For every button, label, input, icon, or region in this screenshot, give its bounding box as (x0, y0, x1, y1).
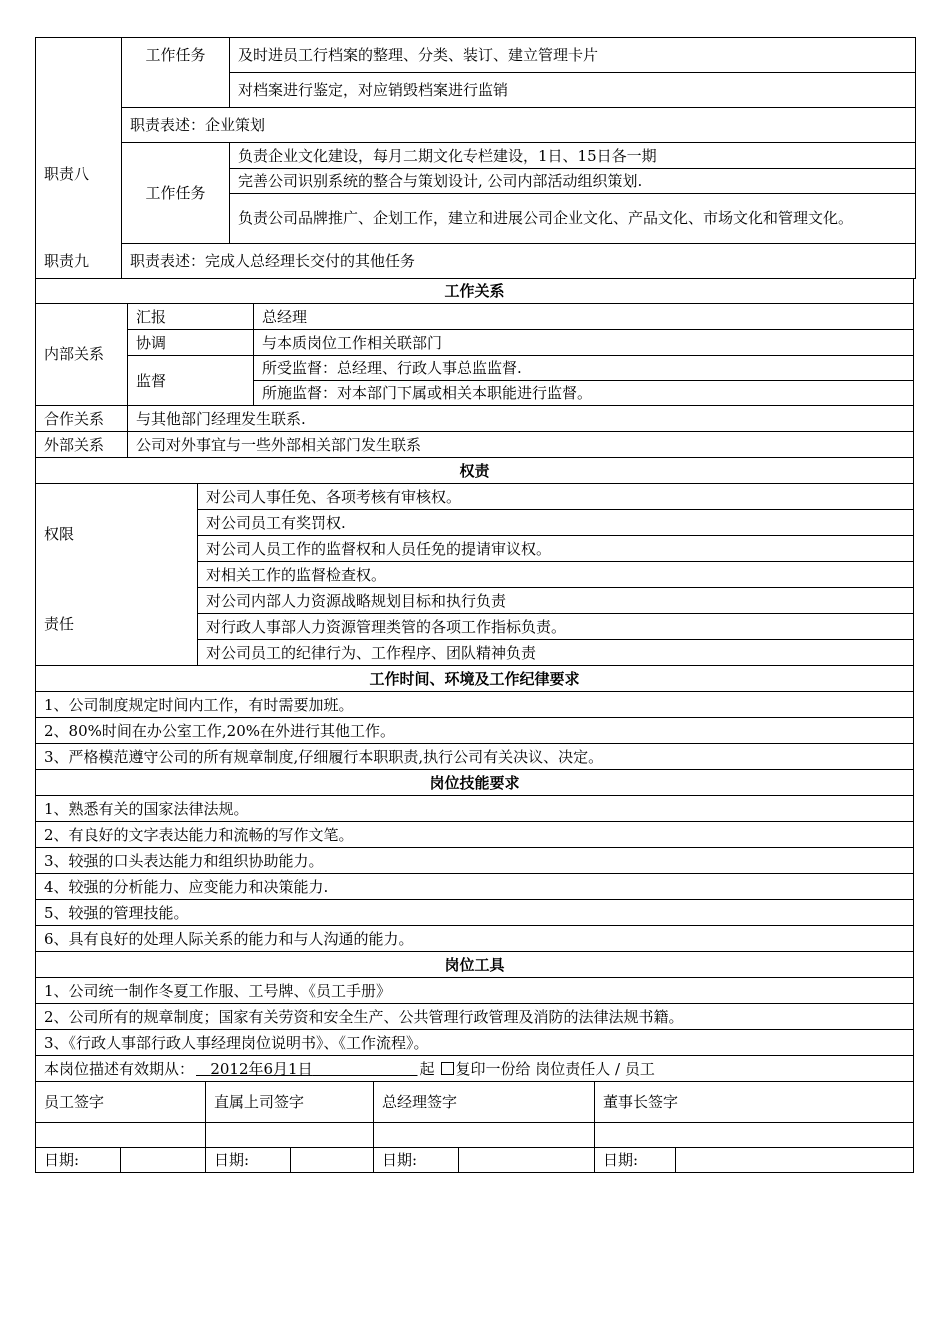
external-value: 公司对外事宜与一些外部相关部门发生联系 (128, 432, 914, 458)
coop-label: 合作关系 (36, 406, 128, 432)
chairman-signature-label: 董事长签字 (595, 1082, 914, 1123)
tool-item: 2、公司所有的规章制度；国家有关劳资和安全生产、公共管理行政管理及消防的法律法规书籍。 (36, 1004, 914, 1030)
validity-prefix: 本岗位描述有效期从： (44, 1059, 195, 1078)
skill-item: 6、具有良好的处理人际关系的能力和与人沟通的能力。 (36, 926, 914, 952)
coord-label: 协调 (128, 330, 254, 356)
employee-signature-label: 员工签字 (36, 1082, 206, 1123)
task-item: 对档案进行鉴定，对应销毁档案进行监销 (230, 73, 916, 108)
task-item: 及时进员工行档案的整理、分类、装订、建立管理卡片 (230, 38, 916, 73)
relations-table (35, 278, 914, 458)
copy-text: 复印一份给 岗位责任人 / 员工 (455, 1059, 655, 1078)
date-field[interactable] (121, 1148, 206, 1173)
date-label: 日期: (206, 1148, 291, 1173)
relations-title: 工作关系 (36, 279, 914, 304)
date-label: 日期: (374, 1148, 459, 1173)
coop-value: 与其他部门经理发生联系. (128, 406, 914, 432)
gm-signature-field[interactable] (374, 1123, 595, 1148)
supervisor-signature-field[interactable] (206, 1123, 374, 1148)
task-label-2: 工作任务 (122, 143, 230, 244)
skill-item: 1、熟悉有关的国家法律法规。 (36, 796, 914, 822)
responsibility-item: 对公司内部人力资源战略规划目标和执行负责 (198, 588, 914, 614)
authority-labels-cell (36, 484, 198, 666)
work-time-item: 1、公司制度规定时间内工作，有时需要加班。 (36, 692, 914, 718)
powers-label: 权限 (44, 525, 75, 543)
task-item: 负责企业文化建设，每月二期文化专栏建设，1日、15日各一期 (230, 143, 916, 169)
date-field[interactable] (676, 1148, 914, 1173)
date-label: 日期: (595, 1148, 676, 1173)
duty9-label: 职责九 (44, 252, 90, 270)
tools-title: 岗位工具 (36, 952, 914, 978)
power-item: 对相关工作的监督检查权。 (198, 562, 914, 588)
validity-suffix: 起 (419, 1059, 435, 1078)
authority-title: 权责 (36, 458, 914, 484)
work-time-item: 2、80%时间在办公室工作,20%在外进行其他工作。 (36, 718, 914, 744)
duty-labels-cell (36, 38, 122, 279)
task-item: 完善公司识别系统的整合与策划设计, 公司内部活动组织策划. (230, 169, 916, 194)
power-item: 对公司人员工作的监督权和人员任免的提请审议权。 (198, 536, 914, 562)
date-field[interactable] (459, 1148, 595, 1173)
supervise-value: 所施监督：对本部门下属或相关本职能进行监督。 (254, 381, 914, 406)
power-item: 对公司人事任免、各项考核有审核权。 (198, 484, 914, 510)
responsibility-item: 对公司员工的纪律行为、工作程序、团队精神负责 (198, 640, 914, 666)
tool-item: 1、公司统一制作冬夏工作服、工号牌、《员工手册》 (36, 978, 914, 1004)
chairman-signature-field[interactable] (595, 1123, 914, 1148)
requirements-table (35, 665, 914, 1082)
task-label: 工作任务 (122, 38, 230, 108)
report-label: 汇报 (128, 304, 254, 330)
internal-label: 内部关系 (36, 304, 128, 406)
validity-date: 2012年6月1日 (210, 1059, 313, 1078)
duty8-statement: 职责表述：企业策划 (122, 108, 916, 143)
responsibility-item: 对行政人事部人力资源管理类管的各项工作指标负责。 (198, 614, 914, 640)
work-time-item: 3、严格模范遵守公司的所有规章制度,仔细履行本职职责,执行公司有关决议、决定。 (36, 744, 914, 770)
supervise-label: 监督 (128, 356, 254, 406)
skill-item: 5、较强的管理技能。 (36, 900, 914, 926)
coord-value: 与本质岗位工作相关联部门 (254, 330, 914, 356)
skill-item: 4、较强的分析能力、应变能力和决策能力. (36, 874, 914, 900)
work-time-title: 工作时间、环境及工作纪律要求 (36, 666, 914, 692)
responsibility-label: 责任 (44, 615, 75, 633)
task-item: 负责公司品牌推广、企划工作，建立和进展公司企业文化、产品文化、市场文化和管理文化。 (230, 194, 916, 244)
signature-table (35, 1081, 914, 1173)
skill-item: 2、有良好的文字表达能力和流畅的写作文笔。 (36, 822, 914, 848)
tool-item: 3、《行政人事部行政人事经理岗位说明书》、《工作流程》。 (36, 1030, 914, 1056)
supervise-value: 所受监督：总经理、行政人事总监监督. (254, 356, 914, 381)
employee-signature-field[interactable] (36, 1123, 206, 1148)
duty8-label: 职责八 (44, 165, 90, 183)
power-item: 对公司员工有奖罚权. (198, 510, 914, 536)
authority-table (35, 457, 914, 666)
skills-title: 岗位技能要求 (36, 770, 914, 796)
validity-row (36, 1056, 914, 1082)
date-label: 日期: (36, 1148, 121, 1173)
report-value: 总经理 (254, 304, 914, 330)
duties-table (35, 37, 916, 279)
gm-signature-label: 总经理签字 (374, 1082, 595, 1123)
duty9-statement: 职责表述：完成人总经理长交付的其他任务 (122, 244, 916, 279)
job-description-page (35, 37, 915, 1173)
external-label: 外部关系 (36, 432, 128, 458)
copy-checkbox[interactable] (441, 1062, 454, 1075)
date-field[interactable] (291, 1148, 374, 1173)
supervisor-signature-label: 直属上司签字 (206, 1082, 374, 1123)
skill-item: 3、较强的口头表达能力和组织协助能力。 (36, 848, 914, 874)
